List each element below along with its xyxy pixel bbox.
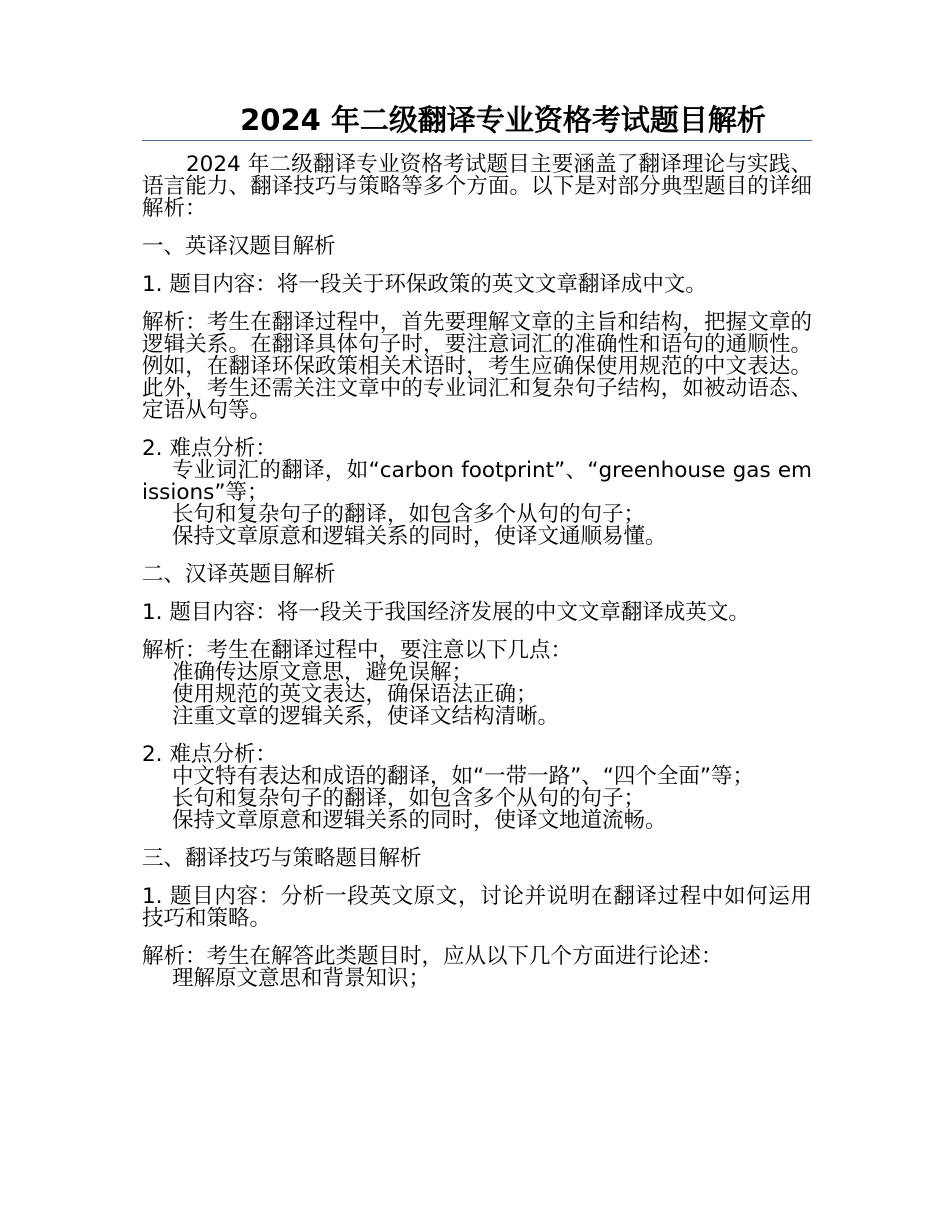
list-item: 长句和复杂句子的翻译，如包含多个从句的句子；: [172, 502, 646, 527]
list-item: 理解原文意思和背景知识；: [172, 966, 431, 991]
title-underline: [142, 140, 812, 141]
list-item: 长句和复杂句子的翻译，如包含多个从句的句子；: [172, 786, 646, 811]
question-content: 1. 题目内容：分析一段英文原文，讨论并说明在翻译过程中如何运用技巧和策略。: [142, 884, 812, 931]
list-item: 注重文章的逻辑关系，使译文结构清晰。: [172, 704, 560, 729]
list-item: 保持文章原意和逻辑关系的同时，使译文地道流畅。: [172, 808, 667, 833]
difficulty-heading: 2. 难点分析：: [142, 742, 277, 767]
list-item: 专业词汇的翻译，如“carbon footprint”、“greenhouse gas emissions”等；: [142, 458, 812, 505]
analysis-paragraph: 解析：考生在翻译过程中，首先要理解文章的主旨和结构，把握文章的逻辑关系。在翻译具体句子时，要注意词汇的准确性和语句的通顺性。例如，在翻译环保政策相关术语时，考生应确保使用规范的中文表达。此外，考生还需关注文章中的专业词汇和复杂句子结构，如被动语态、定语从句等。: [142, 310, 812, 423]
document-page: [142, 100, 812, 990]
intro-paragraph: 2024 年二级翻译专业资格考试题目主要涵盖了翻译理论与实践、语言能力、翻译技巧与策略等多个方面。以下是对部分典型题目的详细解析：: [142, 152, 812, 221]
question-content: 1. 题目内容：将一段关于环保政策的英文文章翻译成中文。: [142, 272, 707, 297]
analysis-paragraph: 解析：考生在翻译过程中，要注意以下几点：: [142, 638, 573, 663]
difficulty-heading: 2. 难点分析：: [142, 436, 277, 461]
section-heading-zh-en: 二、汉译英题目解析: [142, 562, 336, 587]
section-heading-en-zh: 一、英译汉题目解析: [142, 234, 336, 259]
list-item: 保持文章原意和逻辑关系的同时，使译文通顺易懂。: [172, 524, 667, 549]
page-title: 2024 年二级翻译专业资格考试题目解析: [240, 103, 766, 137]
question-content: 1. 题目内容：将一段关于我国经济发展的中文文章翻译成英文。: [142, 600, 750, 625]
section-heading-techniques: 三、翻译技巧与策略题目解析: [142, 846, 422, 871]
list-item: 使用规范的英文表达，确保语法正确；: [172, 682, 538, 707]
list-item: 准确传达原文意思，避免误解；: [172, 660, 474, 685]
list-item: 中文特有表达和成语的翻译，如“一带一路”、“四个全面”等；: [172, 764, 755, 789]
analysis-paragraph: 解析：考生在解答此类题目时，应从以下几个方面进行论述：: [142, 944, 723, 969]
